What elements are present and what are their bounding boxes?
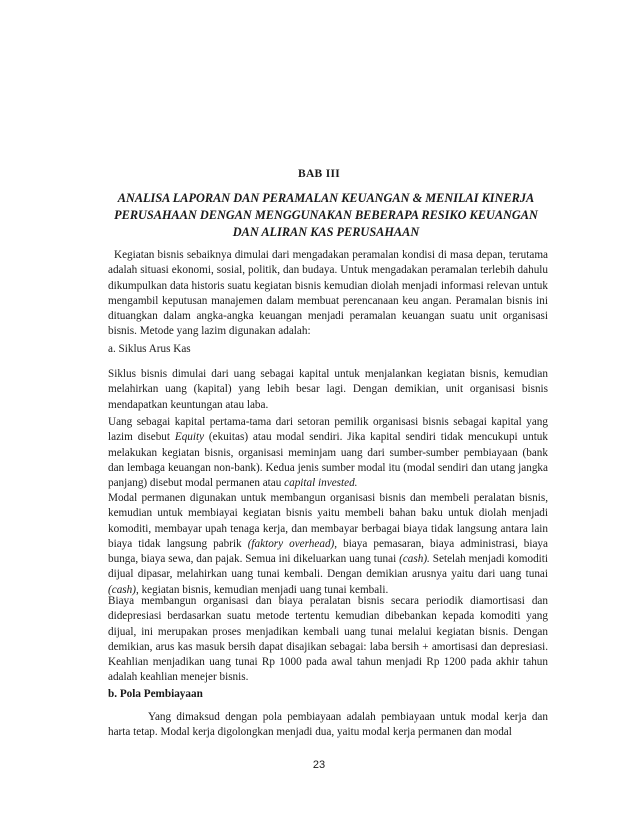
page-number: 23: [312, 759, 326, 771]
text-run: Uang sebagai kapital pertama-tama dari setoran pemilik organisasi bisnis sebagai kapital yang lazim disebut: [108, 416, 548, 444]
section-b-heading-block: [108, 687, 548, 702]
section-a-paragraph-2: [108, 415, 548, 491]
section-a-heading: a. Siklus Arus Kas: [108, 343, 191, 355]
text-run: Setelah menjadi komoditi dijual dipasar, melahirkan uang tunai kembali. Dengan demikian arusnya yaitu dari uang tunai: [108, 553, 548, 581]
section-b-paragraph-1: Yang dimaksud dengan pola pembiayaan adalah pembiayaan untuk modal kerja dan harta tetap. Modal kerja digolongkan menjadi dua, yaitu modal kerja permanen dan modal: [108, 711, 548, 739]
term-cash: (cash): [108, 583, 136, 596]
section-a-p3-block: [108, 491, 548, 598]
title-line: DAN ALIRAN KAS PERUSAHAAN: [232, 225, 420, 239]
term-capital-invested: capital invested.: [284, 477, 358, 490]
text-run: (ekuitas) atau modal sendiri. Jika kapital sendiri tidak mencukupi untuk melakukan kegiatan bisnis, organisasi meminjam uang dari sumber-sumber pembiayaan (bank dan lembaga keuangan non-bank). Kedua jenis sumber modal itu (modal sendiri dan utang jangka panjang) disebut modal permanen atau: [108, 431, 548, 490]
intro-block: [108, 248, 548, 340]
section-a-paragraph-3: [108, 491, 548, 598]
term-cash: (cash).: [399, 553, 430, 566]
text-run: , biaya pemasaran, biaya administrasi, biaya bunga, biaya sewa, dan pajak. Semua ini dikeluarkan uang tunai: [108, 537, 548, 566]
section-a-paragraph-4: Biaya membangun organisasi dan biaya peralatan bisnis secara periodik diamortisasi dan didepresiasi berdasarkan suatu metode tertentu kemudian dibebankan kepada komoditi yang dijual, ini merupakan proses menjadikan kembali uang tunai melalui kegiatan bisnis. Dengan demikian, arus kas masuk bersih dapat disajikan sebagai: laba bersih + amortisasi dan depresiasi. Keahlian menjadikan uang tunai Rp 1000 pada awal tahun menjadi Rp 1200 pada akhir tahun adalah keahlian menejer bisnis.: [108, 595, 548, 684]
title-line: ANALISA LAPORAN DAN PERAMALAN KEUANGAN & MENILAI KINERJA: [117, 191, 535, 205]
section-a-heading-block: [108, 342, 548, 357]
intro-paragraph: Kegiatan bisnis sebaiknya dimulai dari mengadakan peramalan kondisi di masa depan, terutama adalah situasi ekonomi, sosial, politik, dan budaya. Untuk mengadakan peramalan terlebih dahulu dikumpulkan data historis suatu kegiatan bisnis kemudian diolah menjadi informasi relevan untuk mengambil keputusan manajemen dalam membuat perencanaan keu angan. Peramalan bisnis ini dituangkan dalam angka-angka keuangan menjadi peramalan keuangan suatu unit organisasi bisnis. Metode yang lazim digunakan adalah:: [108, 249, 548, 338]
chapter-label: BAB III: [297, 168, 341, 180]
term-equity: Equity: [174, 431, 205, 444]
text-run: Modal permanen digunakan untuk membangun organisasi bisnis dan membeli peralatan bisnis, kemudian untuk membiayai kegiatan bisnis yaitu membeli bahan baku untuk diolah menjadi komoditi, membayar upah tenaga kerja, dan membayar berbagai biaya tidak langsung antara lain biaya tidak langsung pabrik: [108, 492, 548, 550]
section-a-p4-block: [108, 594, 548, 686]
text-run: , kegiatan bisnis, kemudian menjadi uang tunai kembali.: [135, 583, 389, 596]
term-factory-overhead: (faktory overhead): [247, 537, 335, 550]
section-b-p1-block: [108, 710, 548, 741]
chapter-title: [108, 190, 544, 241]
section-a-paragraph-1: Siklus bisnis dimulai dari uang sebagai kapital untuk menjalankan kegiatan bisnis, kemudian melahirkan uang (kapital) yang lebih besar lagi. Dengan demikian, unit organisasi bisnis mendapatkan keuntungan atau laba.: [108, 368, 548, 411]
title-line: PERUSAHAAN DENGAN MENGGUNAKAN BEBERAPA RESIKO KEUANGAN: [114, 208, 538, 222]
section-b-heading: b. Pola Pembiayaan: [108, 688, 203, 700]
section-a-p1-block: [108, 367, 548, 413]
section-a-p2-block: [108, 415, 548, 491]
